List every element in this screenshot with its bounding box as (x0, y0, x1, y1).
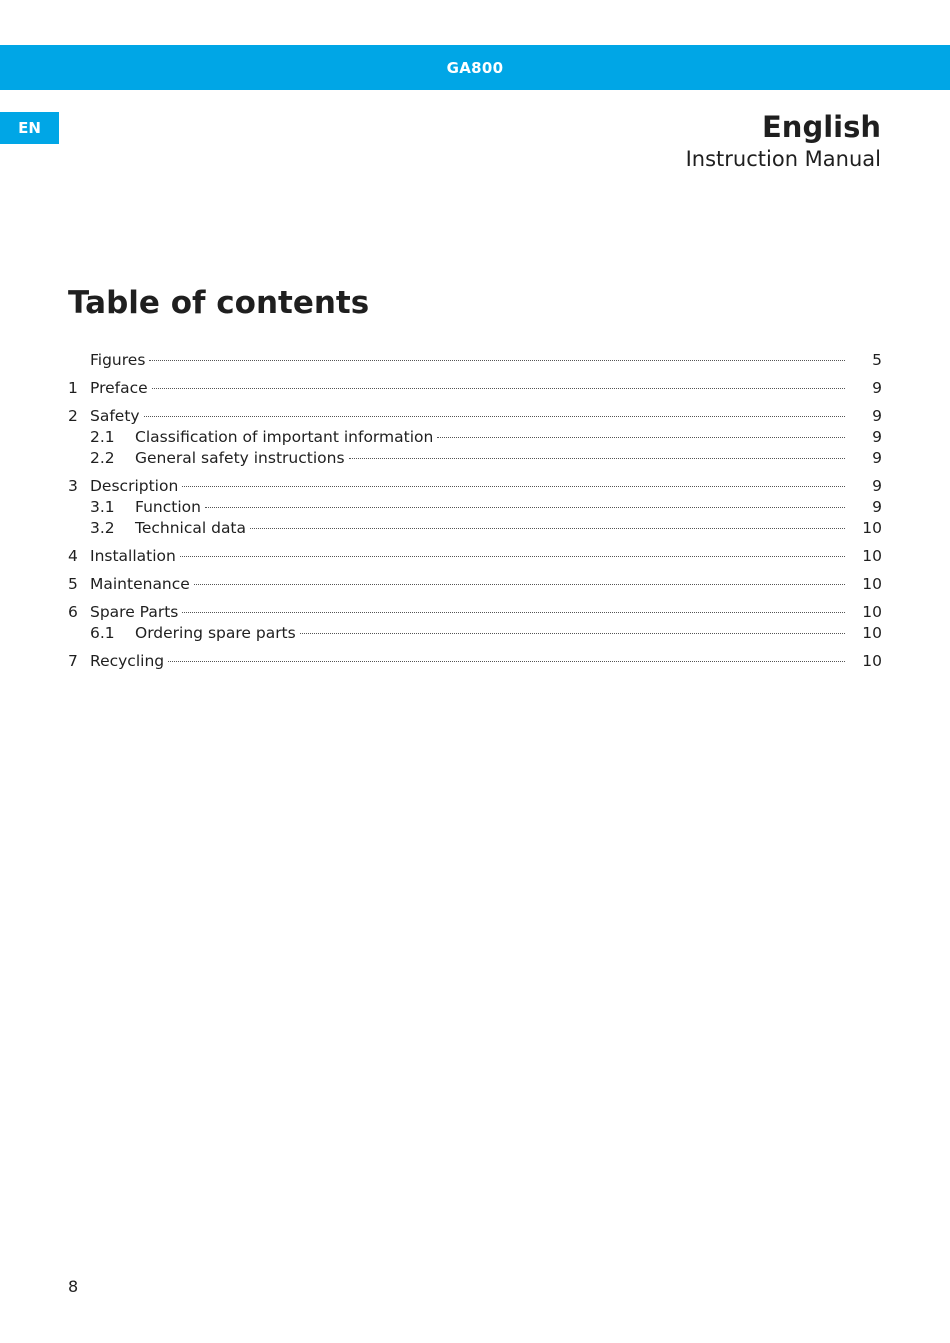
toc-entry-page: 9 (872, 477, 882, 495)
toc-entry-subsection-3.1[interactable] (68, 491, 882, 516)
toc-entry-title: General safety instructions (135, 449, 345, 467)
toc-entry-number: 7 (68, 652, 78, 670)
toc-leader-dots (194, 568, 845, 589)
toc-group-2 (68, 400, 882, 467)
toc-entry-section-6[interactable] (68, 596, 882, 621)
toc-group-1 (68, 372, 882, 397)
toc-entry-page: 9 (872, 428, 882, 446)
toc-heading: Table of contents (68, 285, 370, 321)
toc-entry-title: Figures (90, 351, 146, 369)
toc-entry-page: 10 (862, 652, 882, 670)
toc-leader-dots (349, 442, 845, 463)
page-number: 8 (68, 1277, 79, 1296)
toc-leader-dots (205, 491, 845, 512)
toc-group-6 (68, 596, 882, 642)
toc-entry-title: Preface (90, 379, 148, 397)
manual-subtitle: Instruction Manual (685, 147, 881, 171)
toc-entry-page: 10 (862, 519, 882, 537)
toc-entry-section-7[interactable] (68, 645, 882, 670)
toc-leader-dots (152, 372, 845, 393)
toc-entry-number: 3.2 (90, 519, 115, 537)
toc-entry-section-3[interactable] (68, 470, 882, 495)
toc-entry-page: 5 (872, 351, 882, 369)
toc-entry-number: 4 (68, 547, 78, 565)
toc-entry-title: Ordering spare parts (135, 624, 296, 642)
toc-entry-section-4[interactable] (68, 540, 882, 565)
toc-leader-dots (149, 344, 845, 365)
toc-entry-number: 5 (68, 575, 78, 593)
toc-entry-subsection-2.1[interactable] (68, 421, 882, 446)
toc-leader-dots (250, 512, 845, 533)
model-name: GA800 (446, 58, 504, 77)
language-code: EN (18, 119, 41, 137)
toc-entry-number: 6.1 (90, 624, 115, 642)
toc-entry-page: 9 (872, 407, 882, 425)
toc-entry-number: 2 (68, 407, 78, 425)
toc-entry-title: Description (90, 477, 179, 495)
toc-leader-dots (300, 617, 845, 638)
toc-leader-dots (144, 400, 845, 421)
toc-entry-page: 9 (872, 379, 882, 397)
toc-entry-title: Function (135, 498, 201, 516)
toc-leader-dots (182, 470, 845, 491)
toc-entry-title: Spare Parts (90, 603, 179, 621)
toc-entry-title: Classification of important information (135, 428, 434, 446)
table-of-contents (68, 344, 882, 673)
toc-leader-dots (180, 540, 845, 561)
toc-entry-title: Safety (90, 407, 140, 425)
toc-entry-number: 3 (68, 477, 78, 495)
toc-entry-figures[interactable] (68, 344, 882, 369)
toc-entry-number: 2.2 (90, 449, 115, 467)
toc-leader-dots (168, 645, 845, 666)
toc-entry-number: 3.1 (90, 498, 115, 516)
toc-group-3 (68, 470, 882, 537)
toc-leader-dots (182, 596, 845, 617)
toc-entry-subsection-6.1[interactable] (68, 617, 882, 642)
header-bar (0, 45, 950, 90)
toc-entry-page: 10 (862, 575, 882, 593)
toc-leader-dots (437, 421, 845, 442)
toc-entry-page: 10 (862, 603, 882, 621)
toc-group-figures (68, 344, 882, 369)
toc-entry-title: Installation (90, 547, 176, 565)
language-tab (0, 112, 59, 144)
language-title: English (761, 110, 881, 144)
toc-entry-page: 10 (862, 624, 882, 642)
toc-entry-section-2[interactable] (68, 400, 882, 425)
toc-entry-title: Maintenance (90, 575, 190, 593)
toc-entry-title: Technical data (135, 519, 247, 537)
toc-entry-section-5[interactable] (68, 568, 882, 593)
toc-entry-number: 2.1 (90, 428, 115, 446)
toc-entry-number: 6 (68, 603, 78, 621)
toc-entry-section-1[interactable] (68, 372, 882, 397)
toc-group-7 (68, 645, 882, 670)
toc-entry-title: Recycling (90, 652, 165, 670)
toc-entry-page: 9 (872, 498, 882, 516)
toc-entry-page: 10 (862, 547, 882, 565)
toc-entry-number: 1 (68, 379, 78, 397)
toc-entry-page: 9 (872, 449, 882, 467)
toc-group-4 (68, 540, 882, 565)
toc-group-5 (68, 568, 882, 593)
